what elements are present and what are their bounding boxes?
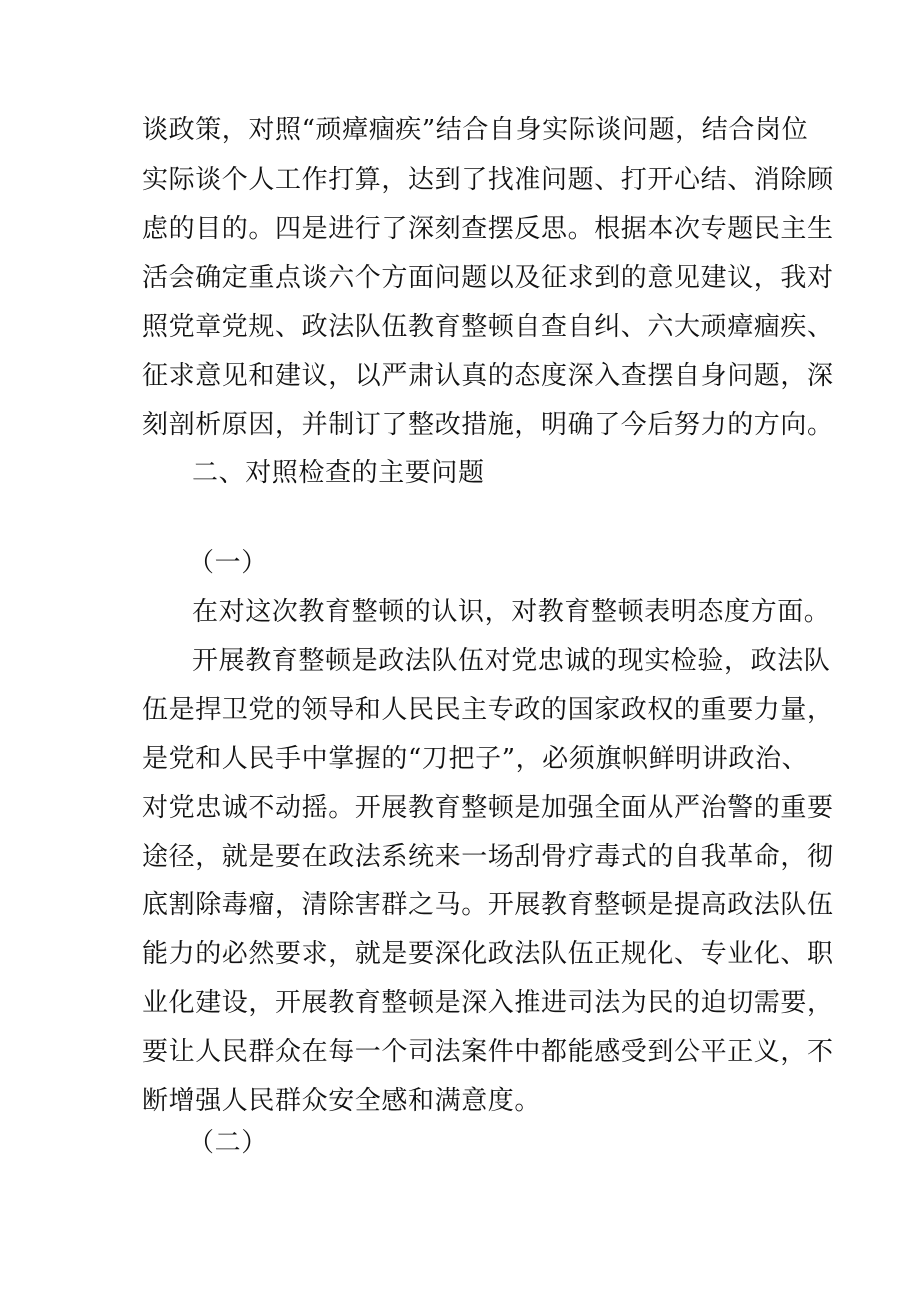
body-line: 照党章党规、政法队伍教育整顿自查自纠、六大顽瘴痼疾、 [142, 312, 834, 342]
body-line: 能力的必然要求，就是要深化政法队伍正规化、专业化、职 [142, 939, 834, 969]
body-line: 途径，就是要在政法系统来一场刮骨疗毒式的自我革命，彻 [142, 842, 834, 872]
body-line: 业化建设，开展教育整顿是深入推进司法为民的迫切需要， [142, 988, 834, 1018]
body-line: 伍是捍卫党的领导和人民民主专政的国家政权的重要力量， [142, 695, 834, 725]
body-line: 征求意见和建议，以严肃认真的态度深入查摆自身问题，深 [142, 361, 834, 391]
body-line: 虑的目的。四是进行了深刻查摆反思。根据本次专题民主生 [142, 214, 834, 244]
subsection-marker: （二） [188, 1128, 268, 1158]
body-line: 活会确定重点谈六个方面问题以及征求到的意见建议，我对 [142, 263, 834, 293]
section-heading: 二、对照检查的主要问题 [192, 458, 485, 488]
body-line: 是党和人民手中掌握的“刀把子”，必须旗帜鲜明讲政治、 [142, 744, 809, 774]
body-line: 对党忠诚不动摇。开展教育整顿是加强全面从严治警的重要 [142, 793, 834, 823]
body-line: 实际谈个人工作打算，达到了找准问题、打开心结、消除顾 [142, 165, 834, 195]
body-line: 断增强人民群众安全感和满意度。 [142, 1086, 542, 1116]
body-line: 谈政策，对照“顽瘴痼疾”结合自身实际谈问题，结合岗位 [142, 115, 809, 145]
subsection-marker: （一） [188, 548, 268, 578]
body-line: 底割除毒瘤，清除害群之马。开展教育整顿是提高政法队伍 [142, 890, 834, 920]
body-line: 刻剖析原因，并制订了整改措施，明确了今后努力的方向。 [142, 410, 834, 440]
body-line: 在对这次教育整顿的认识，对教育整顿表明态度方面。 [192, 597, 831, 627]
body-line: 开展教育整顿是政法队伍对党忠诚的现实检验，政法队 [192, 646, 831, 676]
body-line: 要让人民群众在每一个司法案件中都能感受到公平正义，不 [142, 1037, 834, 1067]
